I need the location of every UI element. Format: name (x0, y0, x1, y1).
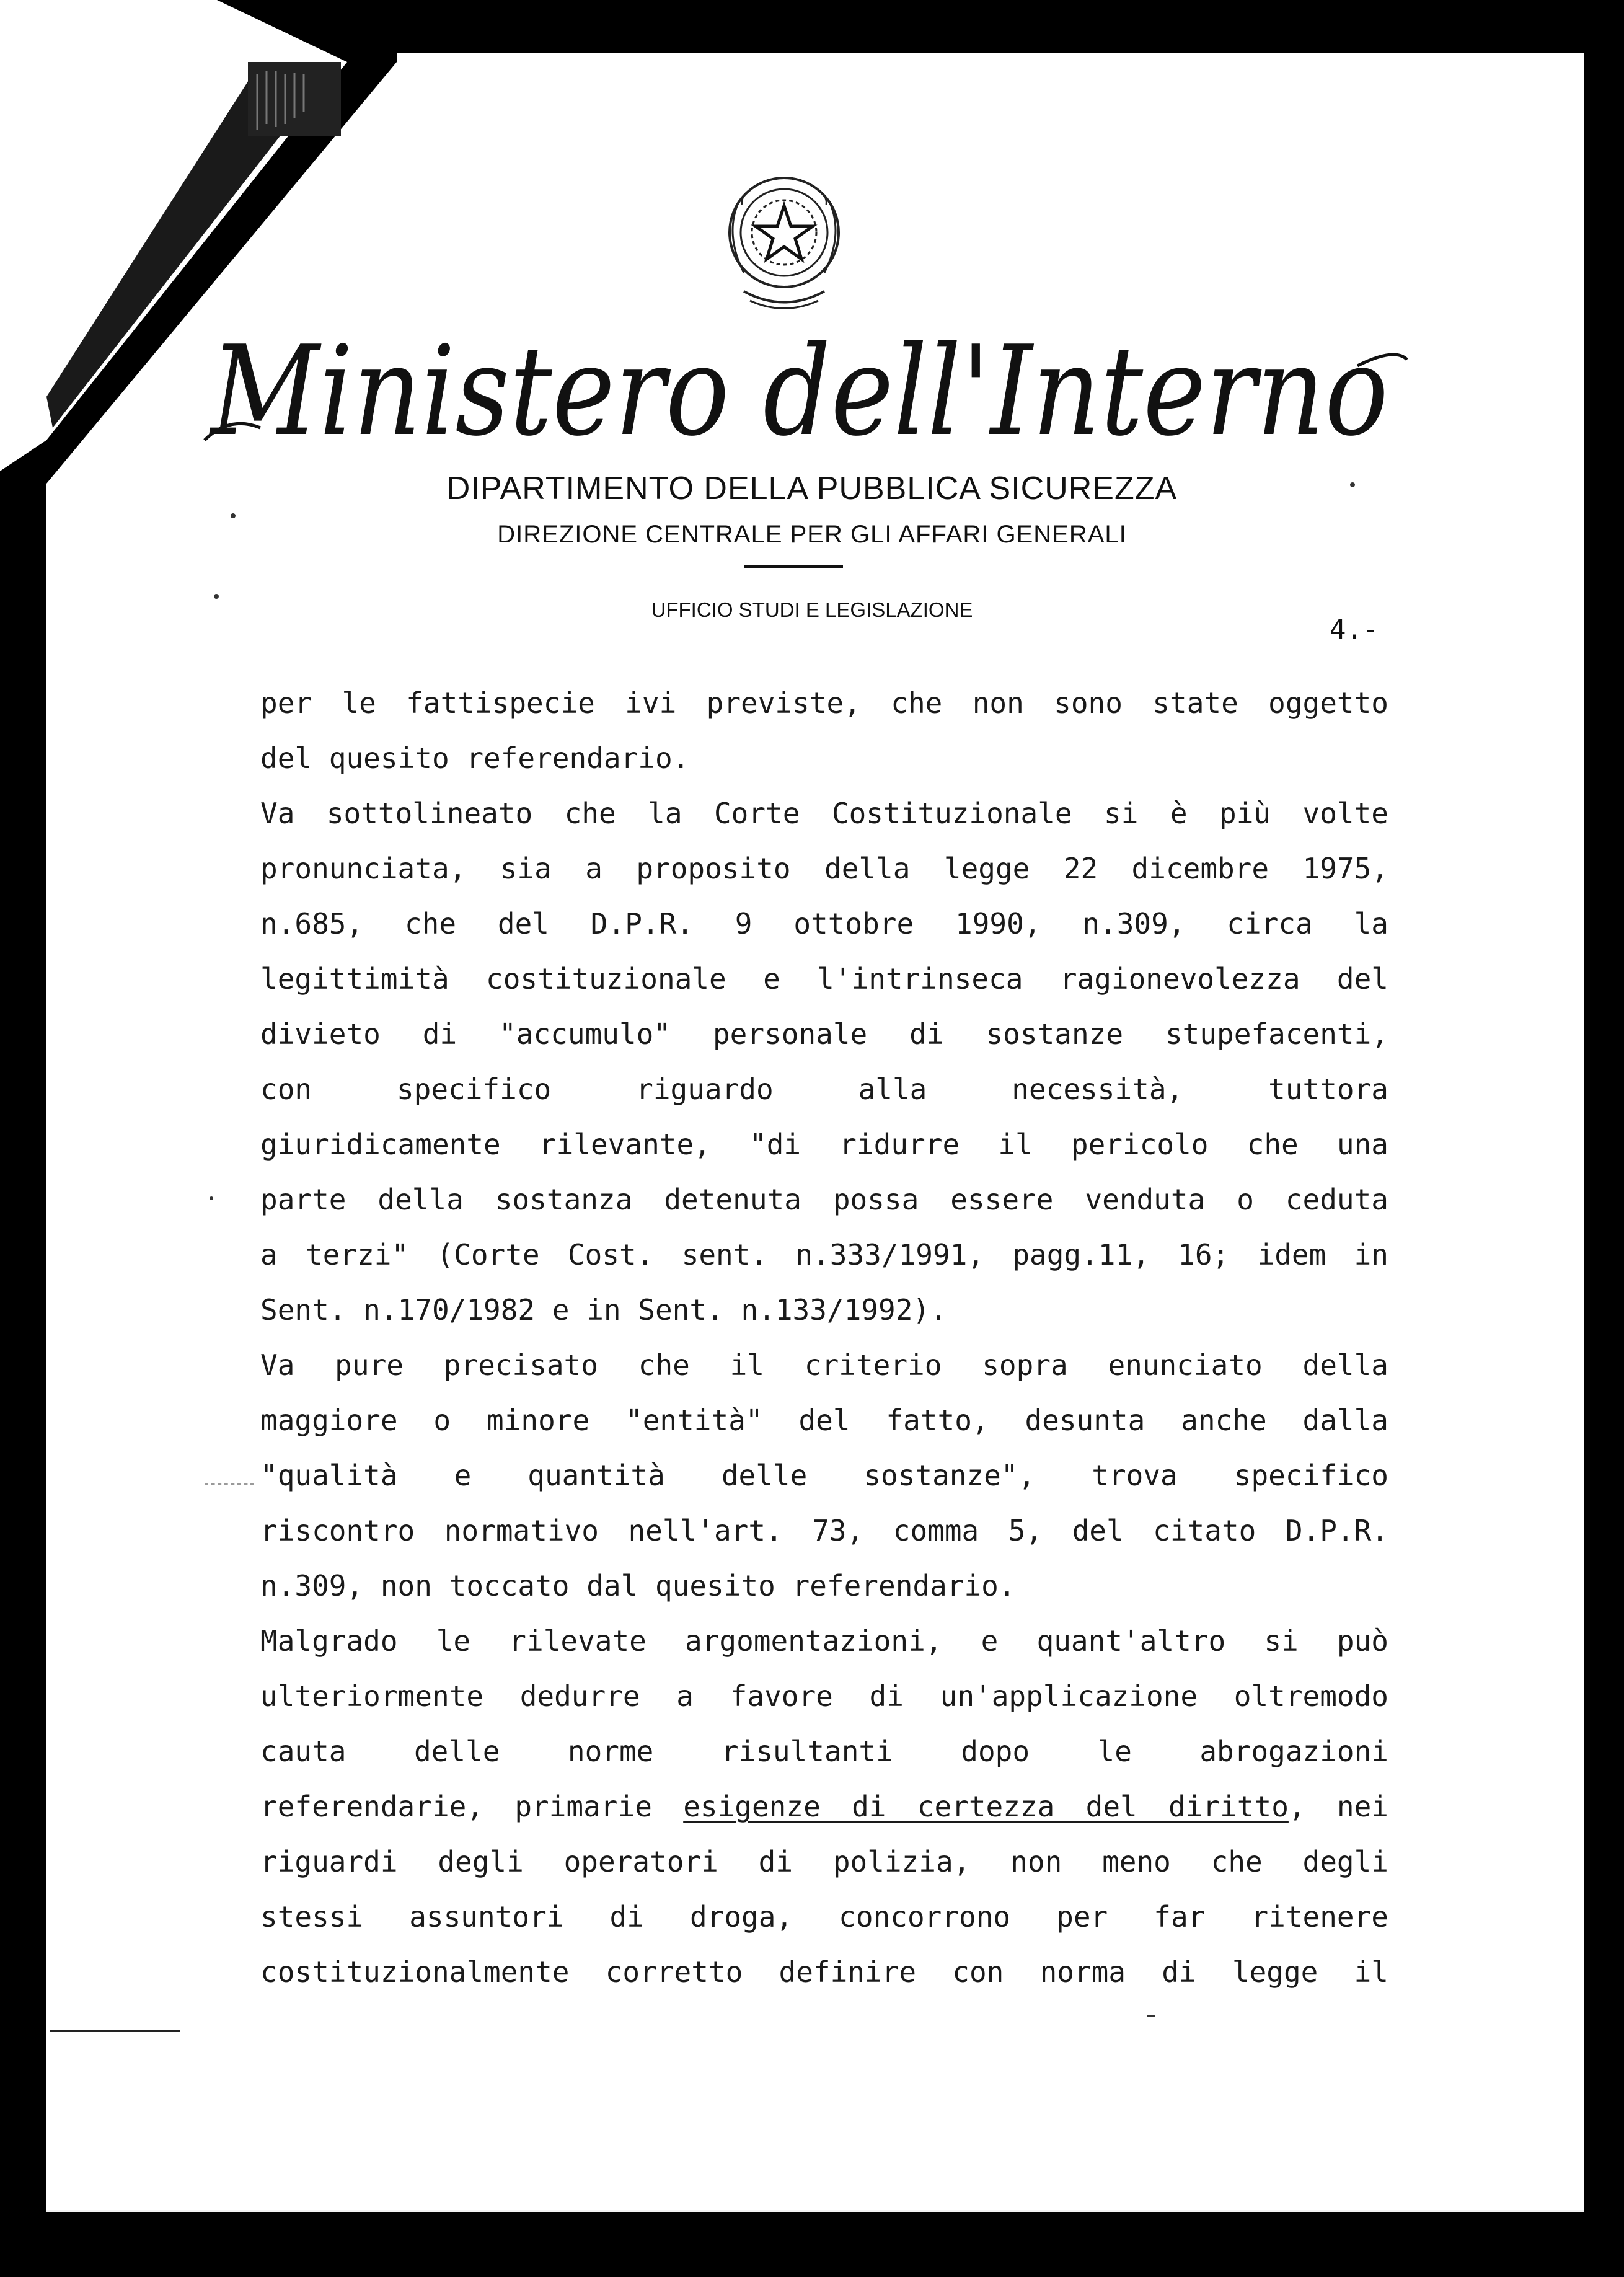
body-line: giuridicamente rilevante, "di ridurre il pericolo che una (260, 1128, 1388, 1161)
body-line: stessi assuntori di droga, concorrono per far ritenere (260, 1900, 1388, 1934)
body-line: riscontro normativo nell'art. 73, comma 5, del citato D.P.R. (260, 1514, 1388, 1547)
underlined-phrase: esigenze di certezza del diritto (683, 1790, 1289, 1823)
directorate-heading: DIREZIONE CENTRALE PER GLI AFFARI GENERALI (497, 521, 1127, 548)
scan-speck (231, 513, 236, 518)
body-line: "qualità e quantità delle sostanze", trova specifico (260, 1459, 1388, 1492)
office-heading: UFFICIO STUDI E LEGISLAZIONE (651, 598, 973, 621)
italian-republic-emblem-icon (713, 167, 855, 322)
body-line: con specifico riguardo alla necessità, tuttora (260, 1072, 1388, 1106)
ministry-name-text: Ministero dell'Interno (208, 319, 1388, 464)
body-line: costituzionalmente corretto definire con norma di legge il (260, 1955, 1388, 1989)
heading-divider (744, 565, 843, 568)
body-line-part: , nei (1288, 1790, 1388, 1823)
body-line: per le fattispecie ivi previste, che non sono state oggetto (260, 686, 1388, 720)
scan-speck (1350, 482, 1355, 487)
ministry-script-title (198, 310, 1413, 471)
body-line: n.309, non toccato dal quesito referendario. (260, 1569, 1016, 1603)
body-line-part: referendarie, primarie (260, 1790, 684, 1823)
page-number: 4.- (1330, 614, 1379, 645)
body-line: riguardi degli operatori di polizia, non meno che degli (260, 1845, 1388, 1878)
body-line: n.685, che del D.P.R. 9 ottobre 1990, n.309, circa la (260, 907, 1388, 940)
body-line: a terzi" (Corte Cost. sent. n.333/1991, pagg.11, 16; idem in (260, 1238, 1388, 1271)
body-line: Va sottolineato che la Corte Costituzionale si è più volte (260, 797, 1388, 830)
scan-speck (214, 594, 219, 599)
body-line: del quesito referendario. (260, 741, 690, 775)
body-line: parte della sostanza detenuta possa essere venduta o ceduta (260, 1183, 1388, 1216)
body-line: Malgrado le rilevate argomentazioni, e quant'altro si può (260, 1624, 1388, 1658)
body-line: legittimità costituzionale e l'intrinseca ragionevolezza del (260, 962, 1388, 996)
scan-speck (210, 1196, 213, 1200)
margin-rule (50, 2030, 180, 2032)
body-line: cauta delle norme risultanti dopo le abrogazioni (260, 1735, 1388, 1768)
body-line: pronunciata, sia a proposito della legge 22 dicembre 1975, (260, 852, 1388, 885)
document-body (260, 676, 1388, 2000)
margin-dash-mark (205, 1483, 254, 1485)
body-line: Sent. n.170/1982 e in Sent. n.133/1992). (260, 1293, 947, 1327)
body-line: maggiore o minore "entità" del fatto, desunta anche dalla (260, 1404, 1388, 1437)
body-line: Va pure precisato che il criterio sopra enunciato della (260, 1348, 1388, 1382)
scan-speck (1147, 2015, 1155, 2017)
department-heading: DIPARTIMENTO DELLA PUBBLICA SICUREZZA (446, 471, 1178, 506)
body-line-underlined (260, 1779, 1388, 1834)
body-line: ulteriormente dedurre a favore di un'applicazione oltremodo (260, 1679, 1388, 1713)
body-line: divieto di "accumulo" personale di sostanze stupefacenti, (260, 1017, 1388, 1051)
